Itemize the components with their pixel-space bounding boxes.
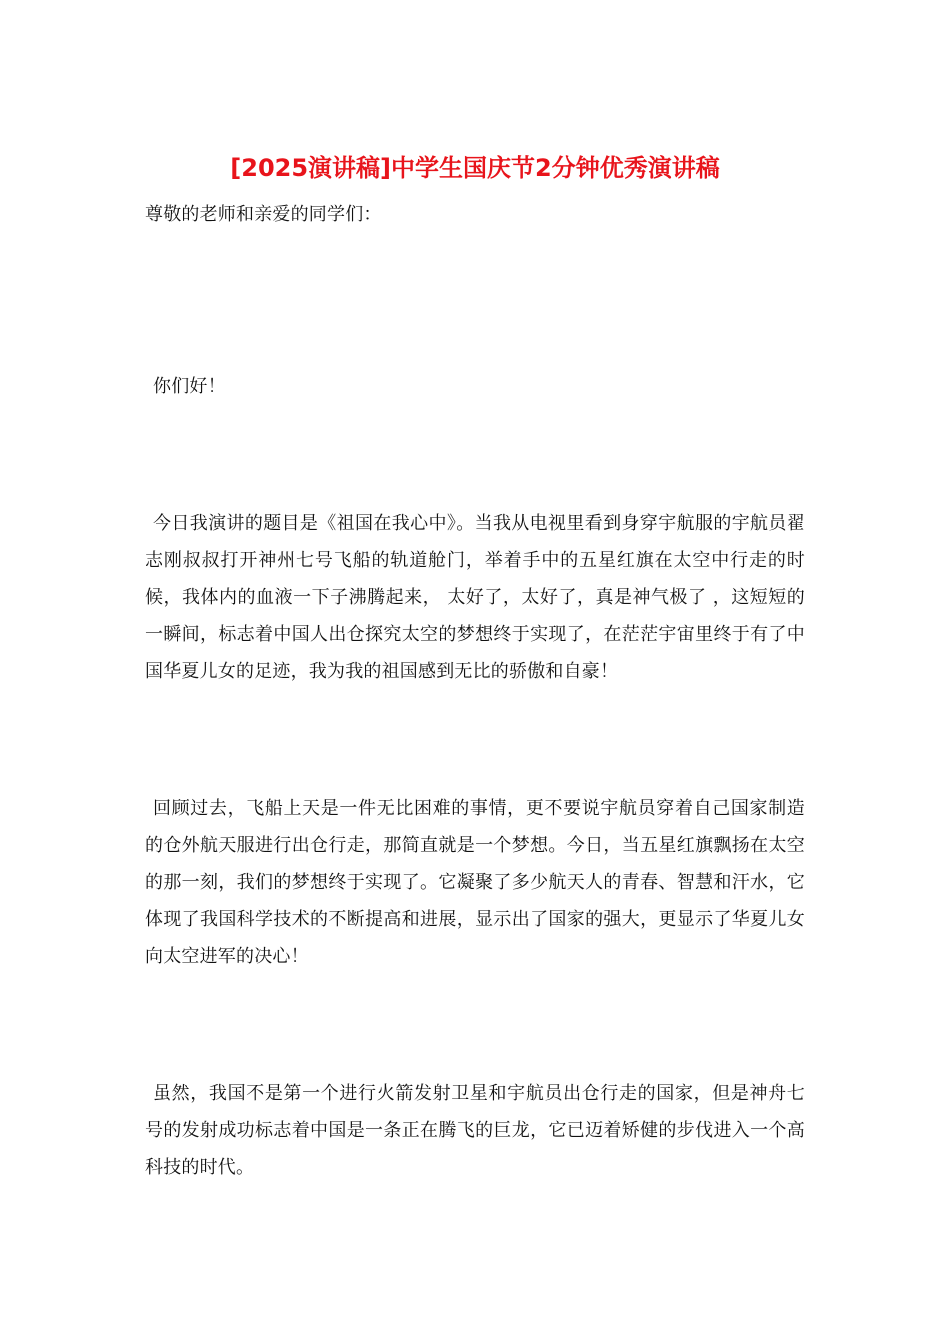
paragraph-2: 回顾过去，飞船上天是一件无比困难的事情，更不要说宇航员穿着自己国家制造的仓外航天服进行出仓行走，那简直就是一个梦想。今日，当五星红旗飘扬在太空的那一刻，我们的梦想终于实现了。它凝聚了多少航天人的青春、智慧和汗水，它体现了我国科学技术的不断提高和进展，显示出了国家的强大，更显示了华夏儿女向太空进军的决心！ xyxy=(145,798,805,967)
greeting-text: 尊敬的老师和亲爱的同学们： xyxy=(145,204,382,225)
paragraph-1: 今日我演讲的题目是《祖国在我心中》。当我从电视里看到身穿宇航服的宇航员翟志刚叔叔打开神州七号飞船的轨道舱门，举着手中的五星红旗在太空中行走的时候，我体内的血液一下子沸腾起来， 太好了，太好了，真是神气极了 ，这短短的一瞬间，标志着中国人出仓探究太空的梦想终于实现了，在茫茫宇宙里终于有了中国华夏儿女的足迹，我为我的祖国感到无比的骄傲和自豪！ xyxy=(145,513,805,682)
hello-text: 你们好！ xyxy=(153,376,226,397)
paragraph-3: 虽然，我国不是第一个进行火箭发射卫星和宇航员出仓行走的国家，但是神舟七号的发射成功标志着中国是一条正在腾飞的巨龙，它已迈着矫健的步伐进入一个高科技的时代。 xyxy=(145,1083,805,1178)
document-title: [2025演讲稿]中学生国庆节2分钟优秀演讲稿 xyxy=(230,154,720,182)
